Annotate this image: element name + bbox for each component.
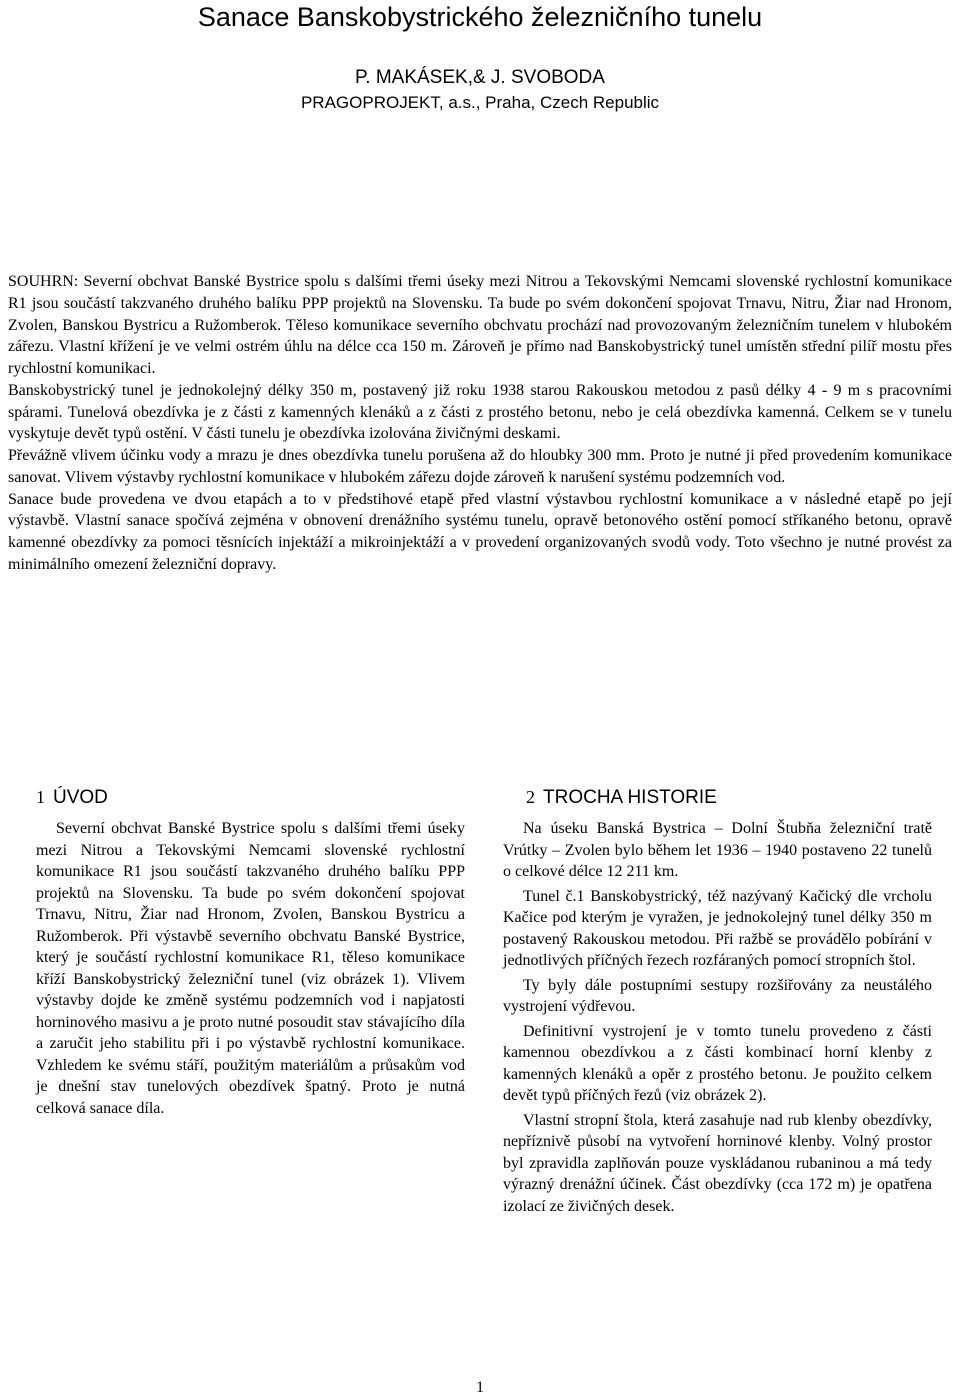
body-paragraph: Ty byly dále postupními sestupy rozšiřovány za neustálého vystrojení výdřevou. <box>503 976 932 1015</box>
abstract-paragraph: Sanace bude provedena ve dvou etapách a to v předstihové etapě před vlastní výstavbou rychlostní komunikace a v následné etapě po její výstavbě. Vlastní sanace spočívá zejména v obnovení drenážního systému tunelu, opravě betonového ostění pomocí stříkaného betonu, opravě kamenné obezdívky za pomoci těsnících injektáží a mikroinjektáží a v provedení organizovaných svodů vody. Toto všechno je nutné provést za minimálního omezení železniční dopravy. <box>8 490 952 573</box>
affiliation: PRAGOPROJEKT, a.s., Praha, Czech Republic <box>300 93 660 112</box>
abstract-paragraph: SOUHRN: Severní obchvat Banské Bystrice spolu s dalšími třemi úseky mezi Nitrou a Tekovskými Nemcami slovenské rychlostní komunikace R1 jsou součástí takzvaného druhého balíku PPP projektů na Slovensku. Ta bude po svém dokončení spojovat Trnavu, Nitru, Žiar nad Hronom, Zvolen, Banskou Bystricu a Ružomberok. Těleso komunikace severního obchvatu prochází nad provozovaným železničním tunelem v hlubokém zářezu. Vlastní křížení je ve velmi ostrém úhlu na délce cca 150 m. Zároveň je přímo nad Banskobystrický tunel umístěn střední pilíř mostu přes rychlostní komunikaci. <box>8 273 952 377</box>
section-heading-intro <box>36 785 108 810</box>
right-column <box>503 818 932 1217</box>
section-title: TROCHA HISTORIE <box>543 787 717 808</box>
abstract-paragraph: Banskobystrický tunel je jednokolejný délky 350 m, postavený již roku 1938 starou Rakouskou metodou z pasů délky 4 - 9 m s pracovními spárami. Tunelová obezdívka je z části z kamenných klenáků a z části z prostého betonu, nebo je celá obezdívka kamenná. Celkem se v tunelu vyskytuje devět typů ostění. V části tunelu je obezdívka izolována živičnými deskami. <box>8 381 952 443</box>
left-column <box>36 818 465 1119</box>
abstract <box>8 271 952 576</box>
page-number: 1 <box>476 1379 484 1396</box>
body-paragraph: Definitivní vystrojení je v tomto tunelu provedeno z části kamennou obezdívkou a z části kombinací horní klenby z kamenných klenáků a opěr z prostého betonu. Je použito celkem devět typů příčných řezů (viz obrázek 2). <box>503 1022 932 1104</box>
body-paragraph: Na úseku Banská Bystrica – Dolní Štubňa železniční tratě Vrútky – Zvolen bylo během let 1936 – 1940 postaveno 22 tunelů o celkové délce 12 211 km. <box>503 820 932 880</box>
authors: P. MAKÁSEK,& J. SVOBODA <box>355 67 605 88</box>
paper-title: Sanace Banskobystrického železničního tunelu <box>197 2 763 32</box>
body-paragraph: Vlastní stropní štola, která zasahuje nad rub klenby obezdívky, nepříznivě působí na vytvoření horninové klenby. Volný prostor byl zpravidla zaplňován pouze vyskládanou rubaninou a má tedy výrazný drenážní účinek. Část obezdívky (cca 172 m) je opatřena izolací ze živičných desek. <box>503 1111 932 1215</box>
section-title: ÚVOD <box>53 787 108 808</box>
abstract-paragraph: Převážně vlivem účinku vody a mrazu je dnes obezdívka tunelu porušena až do hloubky 300 mm. Proto je nutné ji před provedením komunikace sanovat. Vlivem výstavby rychlostní komunikace v hlubokém zářezu dojde zároveň k narušení systému podzemních vod. <box>8 447 952 486</box>
body-paragraph: Severní obchvat Banské Bystrice spolu s dalšími třemi úseky mezi Nitrou a Tekovskými Nemcami slovenské rychlostní komunikace R1 jsou součástí takzvaného druhého balíku PPP projektů na Slovensku. Ta bude po svém dokončení spojovat Trnavu, Nitru, Žiar nad Hronom, Zvolen, Banskou Bystricu a Ružomberok. Při výstavbě severního obchvatu Banské Bystrice, který je součástí rychlostní komunikace R1, těleso komunikace kříží Banskobystrický železniční tunel (viz obrázek 1). Vlivem výstavby dojde ke změně systému podzemních vod i napjatosti horninového masivu a je proto nutné posoudit stav stávajícího díla a zaručit jeho stabilitu při i po výstavbě rychlostní komunikace. Vzhledem ke svému stáří, použitým materiálům a průsakům vod je dnešní stav tunelových obezdívek špatný. Proto je nutná celková sanace díla. <box>36 820 465 1117</box>
section-number: 1 <box>36 787 45 807</box>
section-number: 2 <box>526 787 535 807</box>
section-heading-history <box>526 785 717 810</box>
body-paragraph: Tunel č.1 Banskobystrický, též nazývaný Kačický dle vrcholu Kačice pod kterým je vyražen, je jednokolejný tunel délky 350 m postavený Rakouskou metodou. Při ražbě se provádělo pobírání v jednotlivých příčných řezech rozfáraných pomocí stropních štol. <box>503 887 932 969</box>
